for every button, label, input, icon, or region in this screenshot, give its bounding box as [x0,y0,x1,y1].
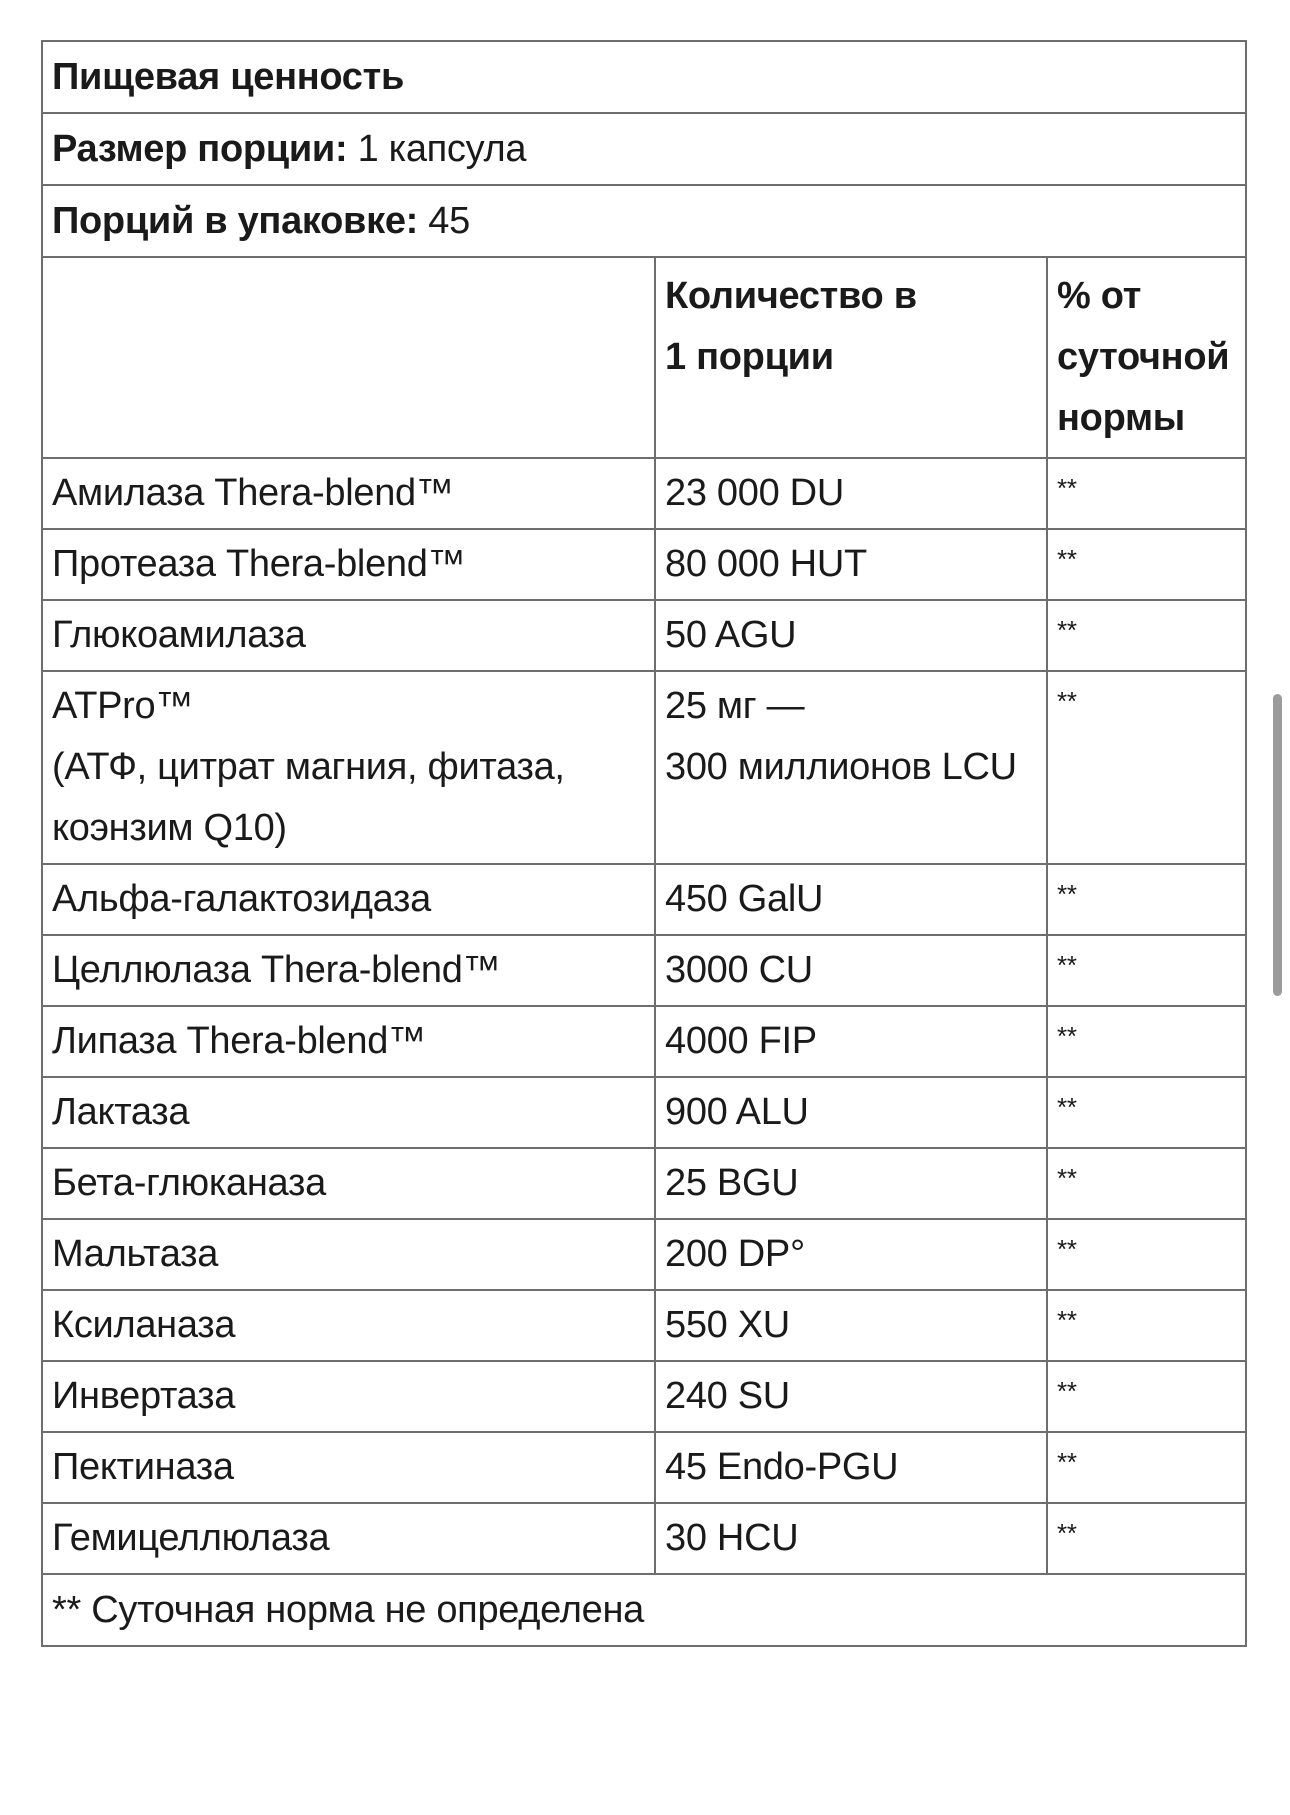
ingredient-daily-value: ** [1046,1504,1245,1573]
table-row [43,1360,1245,1431]
ingredient-daily-value: ** [1046,530,1245,599]
column-header-amount [654,258,1046,457]
ingredient-name: Амилаза Thera-blend™ [52,472,454,514]
column-header-amount-line: Количество в [665,275,917,317]
ingredient-daily-value: ** [1046,936,1245,1005]
ingredient-amount: 240 SU [654,1362,1046,1431]
ingredient-amount: 23 000 DU [654,459,1046,528]
column-header-amount-line: 1 порции [665,336,834,378]
ingredient-daily-value: ** [1046,1220,1245,1289]
ingredient-name-line: коэнзим Q10) [52,807,287,849]
ingredient-daily-value: ** [1046,1291,1245,1360]
table-row [43,599,1245,670]
servings-per-container [43,186,1245,256]
ingredient-name-line: (АТФ, цитрат магния, фитаза, [52,746,565,788]
servings-per-container-row [43,184,1245,256]
ingredient-name [43,672,654,863]
table-title-row [43,42,1245,112]
table-row [43,934,1245,1005]
ingredient-amount: 4000 FIP [654,1007,1046,1076]
serving-size [43,114,1245,184]
serving-size-label: Размер порции: [52,128,348,170]
ingredient-daily-value: ** [1046,1362,1245,1431]
ingredient-daily-value: ** [1046,459,1245,528]
ingredient-amount-line: 25 мг — [665,685,805,727]
table-row [43,863,1245,934]
table-row [43,457,1245,528]
ingredient-name: Бета-глюканаза [52,1162,326,1204]
column-header-dv-line: суточной [1057,336,1230,378]
table-row [43,1147,1245,1218]
nutrition-facts-table [41,40,1247,1647]
ingredient-name: Лактаза [52,1091,190,1133]
ingredient-name: Целлюлаза Thera-blend™ [52,949,501,991]
ingredient-amount: 550 XU [654,1291,1046,1360]
column-header-daily-value [1046,258,1245,457]
ingredient-amount [654,672,1046,863]
ingredient-amount: 900 ALU [654,1078,1046,1147]
column-header-name [43,258,654,457]
ingredient-amount: 200 DP° [654,1220,1046,1289]
ingredient-name: Глюкоамилаза [52,614,306,656]
ingredient-daily-value: ** [1046,1078,1245,1147]
table-row [43,1289,1245,1360]
column-header-dv-line: нормы [1057,397,1185,439]
table-title: Пищевая ценность [52,56,405,98]
table-row [43,670,1245,863]
ingredient-name: Альфа-галактозидаза [52,878,431,920]
table-row [43,528,1245,599]
ingredient-daily-value: ** [1046,1007,1245,1076]
ingredient-name: Ксиланаза [52,1304,236,1346]
ingredient-name: Пектиназа [52,1446,234,1488]
ingredient-amount: 25 BGU [654,1149,1046,1218]
ingredient-name: Мальтаза [52,1233,219,1275]
serving-size-value: 1 капсула [347,128,527,170]
ingredient-name-line: ATPro™ [52,685,194,727]
table-row [43,1076,1245,1147]
column-header-dv-line: % от [1057,275,1142,317]
ingredient-name: Инвертаза [52,1375,236,1417]
footnote: ** Суточная норма не определена [52,1589,644,1631]
ingredient-name: Липаза Thera-blend™ [52,1020,426,1062]
ingredient-amount: 45 Endo-PGU [654,1433,1046,1502]
ingredient-amount-line: 300 миллионов LCU [665,746,1017,788]
ingredient-daily-value: ** [1046,1149,1245,1218]
serving-size-row [43,112,1245,184]
ingredient-amount: 30 HCU [654,1504,1046,1573]
ingredient-daily-value: ** [1046,601,1245,670]
table-row [43,1502,1245,1573]
ingredient-daily-value: ** [1046,672,1245,863]
ingredient-amount: 3000 CU [654,936,1046,1005]
table-row [43,1431,1245,1502]
page-scrollbar[interactable] [1273,694,1282,996]
ingredient-name: Гемицеллюлаза [52,1517,330,1559]
ingredient-name: Протеаза Thera-blend™ [52,543,466,585]
footnote-row [43,1573,1245,1645]
table-row [43,1005,1245,1076]
servings-value: 45 [418,200,470,242]
table-row [43,1218,1245,1289]
ingredient-daily-value: ** [1046,1433,1245,1502]
ingredient-amount: 80 000 HUT [654,530,1046,599]
ingredient-amount: 50 AGU [654,601,1046,670]
ingredient-daily-value: ** [1046,865,1245,934]
ingredient-amount: 450 GalU [654,865,1046,934]
column-header-row [43,256,1245,457]
servings-label: Порций в упаковке: [52,200,419,242]
